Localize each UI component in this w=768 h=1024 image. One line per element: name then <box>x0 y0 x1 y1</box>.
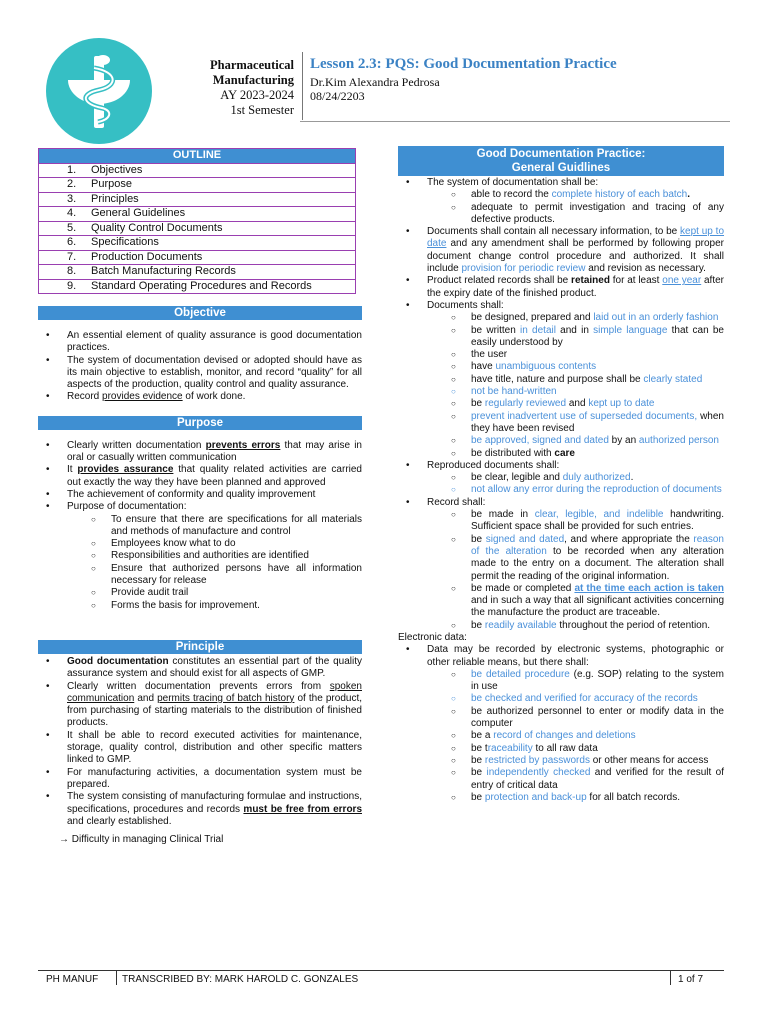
sub-item: ○ Employees know what to do <box>111 538 362 550</box>
text-run: throughout the period of retention. <box>556 619 711 631</box>
text-run: retained <box>571 275 610 287</box>
text-run: that quality related activities are carried out exactly the way they have been planned and approved <box>67 464 362 488</box>
sub-item <box>471 669 724 694</box>
list-item: • The system of documentation devised or adopted should have as its main objective to establish, monitor, and record “quality” for all aspects of the production, quality control and quality assurance. <box>67 355 362 392</box>
outline-num: 2. <box>67 178 77 190</box>
text-run: regularly reviewed <box>484 398 567 410</box>
text-run: be written <box>471 324 521 336</box>
sub-item <box>471 411 724 436</box>
objective-list <box>38 330 362 404</box>
course-info <box>186 58 294 118</box>
outline-title: OUTLINE <box>39 149 356 164</box>
sub-item <box>471 743 724 755</box>
outline-item <box>39 163 356 178</box>
text-run: Documents shall contain all necessary information, to be <box>427 226 681 238</box>
text-run: be <box>471 398 485 410</box>
text-run: , and where appropriate the <box>564 533 694 545</box>
outline-item <box>39 279 356 294</box>
text-run: constitutes an essential part of the quality assurance system and should exist for all aspects of GMP. <box>67 655 362 680</box>
text-run: able to record the <box>471 189 552 201</box>
caduceus-logo-icon <box>46 38 152 144</box>
outline-num: 5. <box>67 221 77 234</box>
list-item: • An essential element of quality assurance is good documentation practices. <box>67 330 362 355</box>
text-run: of work done. <box>182 391 246 403</box>
text-run: Clearly written documentation <box>67 439 206 451</box>
outline-label: Quality Control Documents <box>91 221 223 234</box>
list-item: • The achievement of conformity and quality improvement <box>67 489 362 501</box>
course-name-line1: Pharmaceutical <box>209 58 294 72</box>
outline-num: 9. <box>67 279 77 292</box>
header-divider <box>302 52 303 120</box>
sub-item: ○ Ensure that authorized persons have all information necessary for release <box>111 563 362 588</box>
text-run: clearly stated <box>643 373 703 385</box>
sub-item <box>471 448 724 460</box>
text-run: of the product, from purchasing of starting materials to the distribution of finished products. <box>67 692 362 729</box>
gdp-heading <box>398 146 724 176</box>
text-run: and <box>134 692 158 704</box>
sub-item: ○ not allow any error during the reproduction of documents <box>471 484 724 496</box>
sub-item <box>471 767 724 792</box>
text-run: and in <box>555 324 594 336</box>
text-run: unambiguous contents <box>495 361 597 373</box>
text-run: record of changes and deletions <box>493 730 636 742</box>
record-sublist <box>427 509 724 632</box>
text-run: simple language <box>593 324 668 336</box>
text-run: handwriting. Sufficient space shall be provided for such entries. <box>471 509 725 533</box>
electronic-data-label: Electronic data: <box>398 631 467 643</box>
list-item <box>67 791 362 828</box>
outline-label: Objectives <box>91 163 143 176</box>
sub-item: ○ not be hand-written <box>471 386 724 398</box>
sub-item: ○ the user <box>471 349 724 361</box>
text-run: readily available <box>484 619 557 631</box>
text-run: and revision as necessary. <box>585 263 706 275</box>
text-run: Clearly written documentation prevents errors from <box>67 680 330 692</box>
text-run: when they have been revised <box>471 410 724 434</box>
footer-course: PH MANUF <box>46 974 99 985</box>
text-run: at the time each action is taken <box>574 582 724 594</box>
text-run: Record <box>67 391 103 403</box>
text-run: must be free from errors <box>243 803 362 815</box>
text-run: Documents shall: <box>427 299 504 311</box>
gdp-list <box>398 177 724 632</box>
sub-item: ○ be checked and verified for accuracy of the records <box>471 693 724 705</box>
footer-transcriber: TRANSCRIBED BY: MARK HAROLD C. GONZALES <box>122 974 359 985</box>
outline-label: Purpose <box>91 178 132 190</box>
text-run: that may arise in oral or casually written communication <box>67 439 362 464</box>
text-run: restricted by passwords <box>484 754 590 766</box>
sub-item: ○ be authorized personnel to enter or modify data in the computer <box>471 706 724 731</box>
text-run: be <box>471 754 485 766</box>
outline-label: Principles <box>91 192 139 205</box>
list-item <box>67 501 362 612</box>
sub-item <box>471 374 724 386</box>
author-name: Dr.Kim Alexandra Pedrosa <box>310 75 440 89</box>
text-run: to be recorded when any alteration made to the entry on a document. The alteration shall permit the reading of the original information. <box>471 545 724 582</box>
footer-divider <box>116 971 117 985</box>
text-run: be made or completed <box>471 582 575 594</box>
text-run: Reproduced documents shall: <box>427 459 560 471</box>
sub-item <box>471 435 724 447</box>
outline-label: Standard Operating Procedures and Records <box>91 279 312 292</box>
text-run: signed and dated <box>485 533 565 545</box>
sub-item <box>471 534 724 583</box>
text-run: . <box>687 189 691 201</box>
text-run: The system consisting of manufacturing formulae and instructions, specifications, procedures and records <box>67 791 362 815</box>
lesson-date: 08/24/2203 <box>310 89 365 103</box>
text-run: kept up to date <box>427 226 725 250</box>
electronic-sublist <box>427 669 724 804</box>
academic-year: AY 2023-2024 <box>220 88 294 102</box>
documents-sublist <box>427 312 724 460</box>
outline-num: 7. <box>67 250 77 263</box>
outline-label: General Guidelines <box>91 207 186 219</box>
text-run: Record shall: <box>427 496 486 508</box>
text-run: be <box>471 619 485 631</box>
sub-item <box>471 325 724 350</box>
principle-heading: Principle <box>38 640 362 654</box>
text-run: for at least <box>609 275 663 287</box>
list-item: • It shall be able to record executed activities for maintenance, storage, quality control, distribution and other specific matters linked to GMP. <box>67 730 362 767</box>
page-footer <box>38 970 724 985</box>
outline-label: Batch Manufacturing Records <box>91 265 236 277</box>
text-run: The system of documentation shall be: <box>427 177 599 188</box>
text-run: by an <box>608 435 639 447</box>
outline-label: Specifications <box>91 236 159 248</box>
list-item <box>67 464 362 489</box>
text-run: permits tracing of batch history <box>157 692 295 704</box>
text-run: reason of the alteration <box>471 533 724 557</box>
list-item <box>427 497 724 632</box>
text-run: be <box>471 791 485 803</box>
text-run: and verified for the result of entry of critical data <box>471 767 724 791</box>
text-run: in detail <box>520 324 556 336</box>
text-run: one year <box>662 275 702 287</box>
text-run: clear, legible, and indelible <box>534 509 664 521</box>
text-run: and <box>566 398 589 410</box>
sub-item <box>471 472 724 484</box>
outline-num: 8. <box>67 265 77 277</box>
header-rule <box>300 121 730 122</box>
text-run: Product related records shall be <box>427 275 572 287</box>
gdp-heading-line1: Good Documentation Practice: <box>476 148 646 160</box>
outline-item <box>39 221 356 236</box>
outline-item <box>39 178 356 193</box>
outline-table <box>38 148 356 294</box>
text-run: or other means for access <box>589 754 709 766</box>
sub-item <box>471 620 724 632</box>
sub-item <box>471 730 724 742</box>
text-run: Data may be recorded by electronic systems, photographic or other reliable means, but there shall: <box>427 644 724 668</box>
outline-label: Production Documents <box>91 250 203 263</box>
text-run: be clear, legible and <box>471 472 563 484</box>
list-item <box>67 656 362 681</box>
text-run: laid out in an orderly fashion <box>593 312 719 324</box>
outline-num: 6. <box>67 236 77 248</box>
text-run: prevent inadvertent use of superseded documents, <box>471 410 698 422</box>
outline-item <box>39 265 356 280</box>
sub-item <box>471 583 724 620</box>
sub-item <box>471 509 724 534</box>
text-run: kept up to date <box>588 398 655 410</box>
text-run: provides assurance <box>77 464 174 476</box>
principle-list <box>38 656 362 828</box>
electronic-list <box>398 644 724 804</box>
text-run: provides evidence <box>102 391 183 403</box>
text-run: be approved, signed and dated <box>471 435 609 447</box>
clinical-trial-note: → Difficulty in managing Clinical Trial <box>59 834 224 846</box>
text-run: . <box>630 472 634 484</box>
outline-item <box>39 207 356 222</box>
text-run: be <box>471 767 487 779</box>
outline-item <box>39 192 356 207</box>
author-block <box>310 75 440 103</box>
list-item <box>67 440 362 465</box>
text-run: raceability <box>487 742 533 754</box>
text-run: complete history of each batch <box>551 189 688 201</box>
sub-item: ○ Forms the basis for improvement. <box>111 600 362 612</box>
text-run: prevents errors <box>205 439 281 451</box>
list-item <box>67 391 362 403</box>
reproduced-sublist <box>427 472 724 497</box>
text-run: after the expiry date of the finished product. <box>427 275 725 299</box>
text-run: that can be easily understood by <box>471 324 724 348</box>
text-run: Good documentation <box>67 655 169 667</box>
text-run: and in such a way that all significant activities concerning the manufacture the product are traceable. <box>471 595 724 619</box>
text-run: It <box>67 464 78 476</box>
semester: 1st Semester <box>230 103 294 117</box>
sub-item: ○ Responsibilities and authorities are identified <box>111 550 362 562</box>
list-item <box>427 644 724 804</box>
text-run: be designed, prepared and <box>471 312 594 324</box>
text-run: protection and back-up <box>484 791 587 803</box>
sub-item <box>471 398 724 410</box>
text-run: be detailed procedure <box>471 668 570 680</box>
list-item <box>427 177 724 226</box>
text-run: be made in <box>471 509 535 521</box>
sub-item <box>471 361 724 373</box>
sub-item: ○ Provide audit trail <box>111 587 362 599</box>
text-run: for all batch records. <box>586 791 681 803</box>
gdp-heading-line2: General Guidlines <box>511 162 611 174</box>
outline-item <box>39 236 356 251</box>
course-name-line2: Manufacturing <box>212 73 294 87</box>
list-item <box>427 226 724 275</box>
right-column <box>398 146 724 804</box>
text-run: and any amendment shall be performed by following proper document change control procedure and authorized. It shall include <box>427 238 724 275</box>
list-item <box>427 275 724 300</box>
text-run: be a <box>471 730 494 742</box>
text-run: have title, nature and purpose shall be <box>471 373 644 385</box>
text-run: to all raw data <box>532 742 598 754</box>
text-run: (e.g. SOP) relating to the system in use <box>471 668 724 693</box>
list-item: • For manufacturing activities, a documentation system must be prepared. <box>67 767 362 792</box>
text-run: have <box>471 361 496 373</box>
sub-item: ○ adequate to permit investigation and tracing of any defective products. <box>471 202 724 227</box>
sub-item <box>471 792 724 804</box>
text-run: care <box>554 447 575 459</box>
purpose-list <box>38 440 362 612</box>
list-item <box>427 460 724 497</box>
text-run: and clearly established. <box>67 815 172 827</box>
outline-num: 1. <box>67 163 77 176</box>
sub-item <box>471 312 724 324</box>
sub-item <box>471 189 724 201</box>
page-number: 1 of 7 <box>678 974 704 985</box>
text-run: be <box>471 533 486 545</box>
text-run: spoken communication <box>67 680 362 704</box>
gdp-sublist <box>427 189 724 226</box>
list-item <box>427 300 724 460</box>
outline-num: 3. <box>67 192 77 205</box>
outline-item <box>39 250 356 265</box>
purpose-sublist <box>67 514 362 612</box>
lesson-title: Lesson 2.3: PQS: Good Documentation Practice <box>310 56 617 72</box>
text-run: independently checked <box>486 767 591 779</box>
left-column <box>38 148 362 846</box>
text-run: be distributed with <box>471 447 555 459</box>
objective-heading: Objective <box>38 306 362 320</box>
text-run: provision for periodic review <box>461 263 586 275</box>
list-item <box>67 681 362 730</box>
sub-item <box>471 755 724 767</box>
outline-num: 4. <box>67 207 77 219</box>
text-run: authorized person <box>638 435 719 447</box>
text-run: be t <box>471 742 488 754</box>
purpose-heading: Purpose <box>38 416 362 430</box>
sub-item: ○ To ensure that there are specifications for all materials and methods of manufacture and control <box>111 514 362 539</box>
text-run: duly authorized <box>562 472 631 484</box>
footer-divider <box>670 971 671 985</box>
text-run: Purpose of documentation: <box>67 501 187 513</box>
